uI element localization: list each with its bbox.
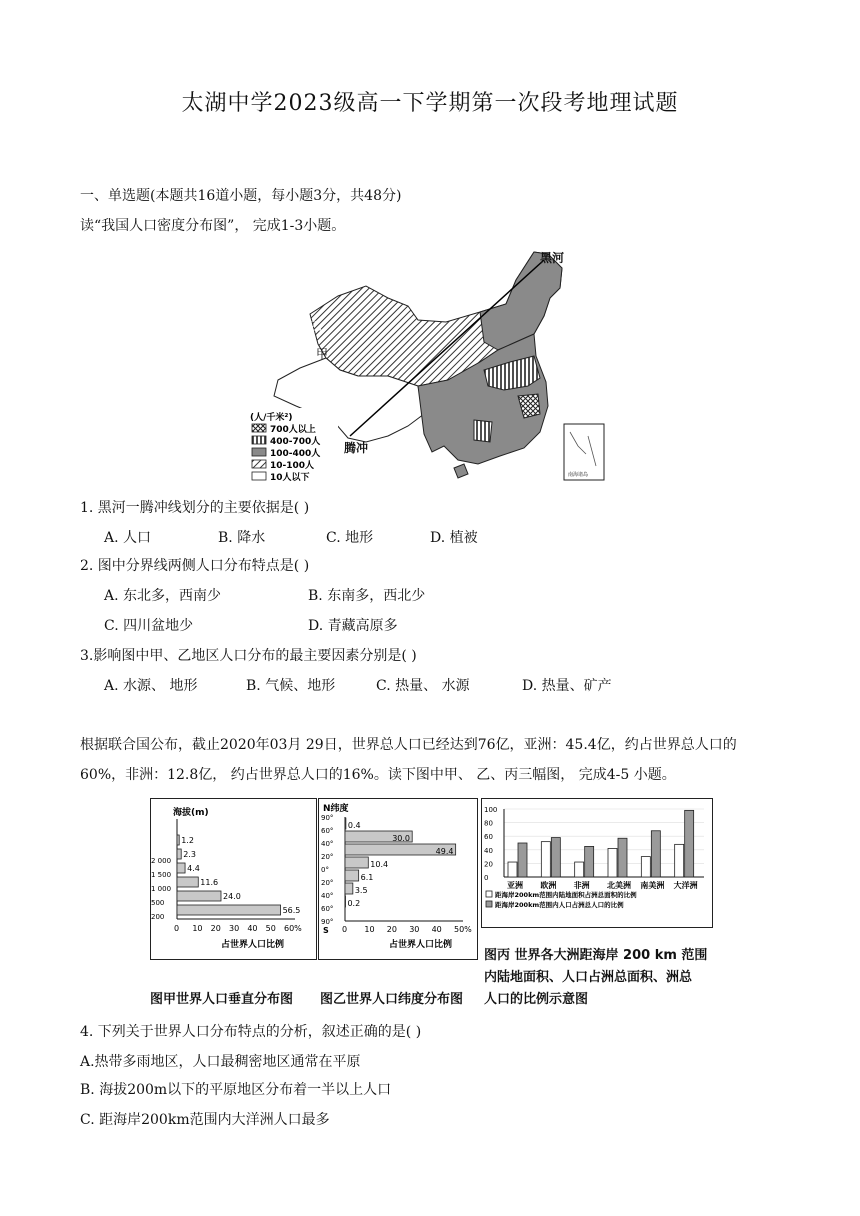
legend-item: 700人以上 bbox=[270, 425, 316, 435]
data-label: 24.0 bbox=[223, 892, 241, 901]
tick-label-y: 100 bbox=[484, 806, 498, 814]
tick-label-x: 50% bbox=[454, 925, 472, 934]
bar bbox=[651, 831, 660, 877]
tick-label-y: 80 bbox=[484, 819, 493, 828]
tick-label-x: 20 bbox=[210, 924, 221, 933]
tick-label-y: 200 bbox=[151, 913, 165, 921]
data-label: 49.4 bbox=[435, 847, 454, 856]
q3-option-c[interactable]: C. 热量、 水源 bbox=[376, 678, 470, 694]
tick-label-y: 90° bbox=[321, 814, 334, 822]
q4-option-b[interactable]: B. 海拔200m以下的平原地区分布着一半以上人口 bbox=[80, 1082, 392, 1098]
tick-label-x: 北美洲 bbox=[607, 881, 631, 890]
legend-swatch bbox=[486, 901, 492, 907]
bar bbox=[685, 810, 694, 877]
data-label: 6.1 bbox=[360, 873, 374, 882]
q4-option-a[interactable]: A.热带多雨地区，人口最稠密地区通常在平原 bbox=[80, 1054, 361, 1070]
q2-option-b[interactable]: B. 东南多，西北少 bbox=[308, 588, 426, 604]
tick-label-x: 大洋洲 bbox=[673, 881, 698, 890]
bar bbox=[345, 870, 359, 881]
tick-label-x: 30 bbox=[409, 925, 420, 934]
tick-label-y: 40° bbox=[321, 840, 334, 848]
tick-label-y: 20° bbox=[321, 879, 334, 887]
bar bbox=[608, 848, 617, 877]
question-4: 4. 下列关于世界人口分布特点的分析，叙述正确的是( ) bbox=[80, 1024, 422, 1040]
tick-label-y: 0 bbox=[484, 874, 489, 882]
data-label: 0.4 bbox=[347, 821, 361, 830]
tick-label-x: 亚洲 bbox=[507, 881, 523, 890]
tick-label-x: 南美洲 bbox=[640, 881, 665, 890]
legend-item: 400-700人 bbox=[270, 437, 321, 447]
map-northeast-region bbox=[480, 251, 565, 350]
bar bbox=[585, 846, 594, 877]
tick-label-x: 10 bbox=[192, 924, 203, 933]
tick-label-x: 10 bbox=[364, 925, 375, 934]
legend-item: 10-100人 bbox=[270, 461, 315, 471]
chart-jia bbox=[150, 798, 317, 960]
caption-bing-2: 内陆地面积、人口占洲总面积、洲总 bbox=[484, 970, 693, 985]
data-label: 3.5 bbox=[354, 886, 368, 895]
question-1: 1. 黑河一腾冲线划分的主要依据是( ) bbox=[80, 500, 310, 516]
tick-label-x: 非洲 bbox=[573, 881, 590, 890]
legend-label: 距海岸200km范围内人口占洲总人口的比例 bbox=[495, 901, 624, 909]
tick-label-y: 40° bbox=[321, 892, 334, 900]
tick-label-y: 60° bbox=[321, 827, 334, 835]
data-label: 4.4 bbox=[187, 864, 200, 873]
passage-text: 根据联合国公布，截止2020年03月 29日，世界总人口已经达到76亿，亚洲：45.4亿，约占世界总人口的60%，非洲：12.8亿， 约占世界总人口的16%。读下图中甲、 乙、丙三幅图， 完成4-5 小题。 bbox=[80, 737, 737, 783]
question-3: 3.影响图中甲、乙地区人口分布的最主要因素分别是( ) bbox=[80, 648, 417, 664]
bar bbox=[575, 862, 584, 877]
bar bbox=[345, 818, 346, 829]
bar bbox=[345, 883, 353, 894]
map-label-jia: 甲 bbox=[316, 347, 329, 361]
bar bbox=[177, 835, 179, 845]
q2-option-d[interactable]: D. 青藏高原多 bbox=[308, 618, 398, 634]
q1-option-c[interactable]: C. 地形 bbox=[326, 530, 374, 546]
bar bbox=[177, 863, 185, 873]
chart-yi bbox=[318, 798, 478, 960]
axis-label-y-bottom: S bbox=[323, 926, 329, 935]
data-label: 56.5 bbox=[282, 906, 301, 915]
data-label: 2.3 bbox=[183, 850, 196, 859]
question-2: 2. 图中分界线两侧人口分布特点是( ) bbox=[80, 558, 310, 574]
axis-label-x: 占世界人口比例 bbox=[221, 940, 285, 950]
intro-text: 读“我国人口密度分布图”， 完成1-3小题。 bbox=[80, 218, 346, 234]
bar bbox=[541, 842, 550, 877]
map-label-heihe: 黑河 bbox=[540, 251, 565, 265]
page-title: 太湖中学2023级高一下学期第一次段考地理试题 bbox=[181, 91, 679, 116]
tick-label-y: 1 500 bbox=[151, 871, 172, 879]
data-label: 0.2 bbox=[347, 899, 361, 908]
tick-label-x: 40 bbox=[431, 925, 442, 934]
tick-label-y: 20 bbox=[484, 860, 493, 869]
tick-label-x: 40 bbox=[247, 924, 258, 933]
q1-option-b[interactable]: B. 降水 bbox=[218, 530, 266, 546]
bar bbox=[618, 838, 627, 877]
q1-option-d[interactable]: D. 植被 bbox=[430, 530, 478, 546]
map-label-tengchong: 腾冲 bbox=[344, 441, 369, 455]
bar bbox=[518, 843, 527, 877]
q3-option-d[interactable]: D. 热量、矿产 bbox=[522, 678, 612, 694]
chart-bing bbox=[481, 798, 713, 928]
bar bbox=[177, 891, 221, 901]
bar bbox=[551, 838, 560, 877]
data-label: 30.0 bbox=[392, 834, 411, 843]
tick-label-y: 60° bbox=[321, 905, 334, 913]
q1-option-a[interactable]: A. 人口 bbox=[104, 530, 152, 546]
tick-label-x: 20 bbox=[386, 925, 397, 934]
tick-label-x: 60% bbox=[284, 924, 302, 933]
q3-option-a[interactable]: A. 水源、 地形 bbox=[104, 678, 198, 694]
bar bbox=[675, 844, 684, 877]
q4-option-c[interactable]: C. 距海岸200km范围内大洋洲人口最多 bbox=[80, 1112, 330, 1128]
caption-jia: 图甲世界人口垂直分布图 bbox=[150, 992, 294, 1007]
axis-label-y: N纬度 bbox=[323, 804, 349, 814]
bar bbox=[641, 857, 650, 877]
legend-item: 100-400人 bbox=[270, 449, 321, 459]
data-label: 10.4 bbox=[370, 860, 389, 869]
tick-label-x: 0 bbox=[174, 924, 180, 933]
map-label-yi: 乙 bbox=[310, 319, 323, 333]
tick-label-x: 30 bbox=[229, 924, 240, 933]
tick-label-x: 0 bbox=[342, 925, 348, 934]
q2-option-c[interactable]: C. 四川盆地少 bbox=[104, 618, 194, 634]
bar bbox=[345, 896, 346, 907]
q3-option-b[interactable]: B. 气候、地形 bbox=[246, 678, 336, 694]
tick-label-y: 2 000 bbox=[151, 857, 172, 865]
caption-bing-1: 图丙 世界各大洲距海岸 200 km 范围 bbox=[484, 948, 708, 963]
axis-label-x: 占世界人口比例 bbox=[389, 940, 453, 950]
caption-yi: 图乙世界人口纬度分布图 bbox=[320, 992, 464, 1007]
section-heading: 一、单选题(本题共16道小题，每小题3分，共48分) bbox=[80, 188, 402, 204]
legend-unit: (人/千米²) bbox=[250, 413, 293, 423]
tick-label-y: 90° bbox=[321, 918, 334, 926]
tick-label-y: 60 bbox=[484, 833, 493, 842]
q2-option-a[interactable]: A. 东北多，西南少 bbox=[104, 588, 222, 604]
svg-text:南海诸岛: 南海诸岛 bbox=[568, 472, 589, 478]
bar bbox=[177, 877, 198, 887]
legend-item: 10人以下 bbox=[270, 473, 310, 483]
bar bbox=[345, 857, 368, 868]
tick-label-x: 欧洲 bbox=[540, 881, 557, 890]
tick-label-y: 0° bbox=[321, 866, 329, 874]
axis-label-y: 海拔(m) bbox=[173, 808, 209, 818]
bar bbox=[177, 905, 281, 915]
caption-bing-3: 人口的比例示意图 bbox=[484, 992, 589, 1007]
china-population-density-map bbox=[248, 246, 608, 484]
legend-swatch bbox=[486, 891, 492, 897]
tick-label-y: 20° bbox=[321, 853, 334, 861]
data-label: 11.6 bbox=[200, 878, 219, 887]
tick-label-x: 50 bbox=[265, 924, 276, 933]
data-label: 1.2 bbox=[181, 836, 194, 845]
legend-label: 距海岸200km范围内陆地面积占洲总面积的比例 bbox=[495, 891, 637, 899]
tick-label-y: 500 bbox=[151, 899, 165, 907]
bar bbox=[508, 862, 517, 877]
tick-label-y: 40 bbox=[484, 846, 493, 855]
bar bbox=[177, 849, 181, 859]
tick-label-y: 1 000 bbox=[151, 885, 172, 893]
